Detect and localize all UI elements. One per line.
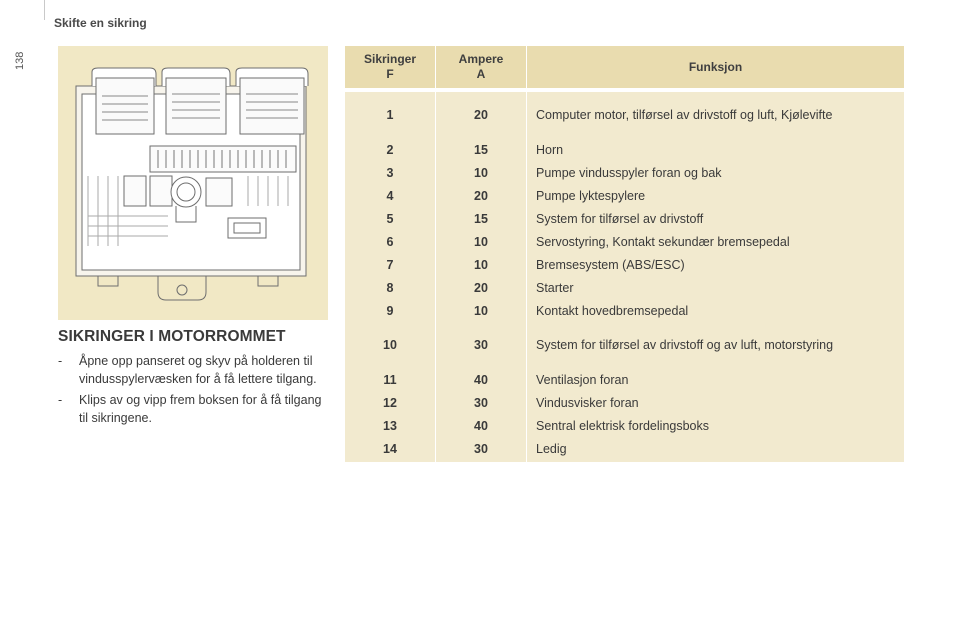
cell-fuse: 11 — [345, 368, 436, 391]
cell-function: Bremsesystem (ABS/ESC) — [527, 253, 904, 276]
cell-amp: 15 — [436, 207, 527, 230]
cell-fuse: 1 — [345, 92, 436, 138]
cell-amp: 30 — [436, 322, 527, 368]
cell-fuse: 3 — [345, 161, 436, 184]
cell-amp: 30 — [436, 391, 527, 414]
table-row — [345, 253, 904, 276]
header-amp-line1: Ampere — [458, 52, 504, 66]
cell-fuse: 2 — [345, 138, 436, 161]
cell-function: Horn — [527, 138, 904, 161]
table-row — [345, 322, 904, 368]
list-dash: - — [58, 393, 63, 407]
cell-function: Ventilasjon foran — [527, 368, 904, 391]
table-header-row — [345, 46, 904, 88]
cell-fuse: 9 — [345, 299, 436, 322]
table-row — [345, 437, 904, 462]
cell-function: Pumpe vindusspyler foran og bak — [527, 161, 904, 184]
engine-fusebox-figure — [58, 46, 328, 320]
cell-function: Vindusvisker foran — [527, 391, 904, 414]
header-fuse-line1: Sikringer — [363, 52, 417, 66]
table-row — [345, 276, 904, 299]
instruction-step — [58, 353, 328, 388]
table-row — [345, 368, 904, 391]
header-amp-line2: A — [476, 67, 486, 81]
table-row — [345, 92, 904, 138]
cell-function: System for tilførsel av drivstoff — [527, 207, 904, 230]
cell-fuse: 13 — [345, 414, 436, 437]
cell-fuse: 7 — [345, 253, 436, 276]
cell-function: Computer motor, tilførsel av drivstoff og luft, Kjølevifte — [527, 92, 904, 138]
margin-rule — [44, 0, 45, 20]
page-number: 138 — [14, 51, 26, 70]
cell-amp: 40 — [436, 414, 527, 437]
cell-fuse: 10 — [345, 322, 436, 368]
cell-fuse: 14 — [345, 437, 436, 462]
cell-fuse: 8 — [345, 276, 436, 299]
cell-amp: 15 — [436, 138, 527, 161]
cell-function: Starter — [527, 276, 904, 299]
header-fuse — [345, 46, 436, 88]
cell-fuse: 12 — [345, 391, 436, 414]
cell-amp: 20 — [436, 92, 527, 138]
instruction-list — [58, 353, 328, 431]
table-row — [345, 414, 904, 437]
cell-amp: 10 — [436, 161, 527, 184]
header-function: Funksjon — [527, 46, 904, 88]
cell-amp: 10 — [436, 253, 527, 276]
table-row — [345, 184, 904, 207]
instruction-step — [58, 392, 328, 427]
instruction-text: Klips av og vipp frem boksen for å få tilgang til sikringene. — [79, 393, 322, 425]
cell-amp: 10 — [436, 299, 527, 322]
header-fuse-line2: F — [386, 67, 394, 81]
cell-amp: 30 — [436, 437, 527, 462]
section-heading: SIKRINGER I MOTORROMMET — [58, 328, 286, 345]
instruction-text: Åpne opp panseret og skyv på holderen til vindusspylervæsken for å få lettere tilgang. — [79, 354, 317, 386]
cell-function: Ledig — [527, 437, 904, 462]
engine-fusebox-illustration — [58, 46, 328, 320]
cell-fuse: 6 — [345, 230, 436, 253]
table-row — [345, 391, 904, 414]
list-dash: - — [58, 354, 63, 368]
cell-fuse: 5 — [345, 207, 436, 230]
table-row — [345, 138, 904, 161]
table-row — [345, 161, 904, 184]
cell-function: Kontakt hovedbremsepedal — [527, 299, 904, 322]
table-row — [345, 230, 904, 253]
cell-function: Sentral elektrisk fordelingsboks — [527, 414, 904, 437]
cell-function: System for tilførsel av drivstoff og av luft, motorstyring — [527, 322, 904, 368]
cell-amp: 40 — [436, 368, 527, 391]
section-title: Skifte en sikring — [54, 16, 147, 30]
table-row — [345, 207, 904, 230]
cell-fuse: 4 — [345, 184, 436, 207]
fuse-table — [345, 46, 904, 462]
cell-amp: 10 — [436, 230, 527, 253]
cell-amp: 20 — [436, 184, 527, 207]
cell-amp: 20 — [436, 276, 527, 299]
cell-function: Servostyring, Kontakt sekundær bremsepedal — [527, 230, 904, 253]
cell-function: Pumpe lyktespylere — [527, 184, 904, 207]
table-row — [345, 299, 904, 322]
header-ampere — [436, 46, 527, 88]
